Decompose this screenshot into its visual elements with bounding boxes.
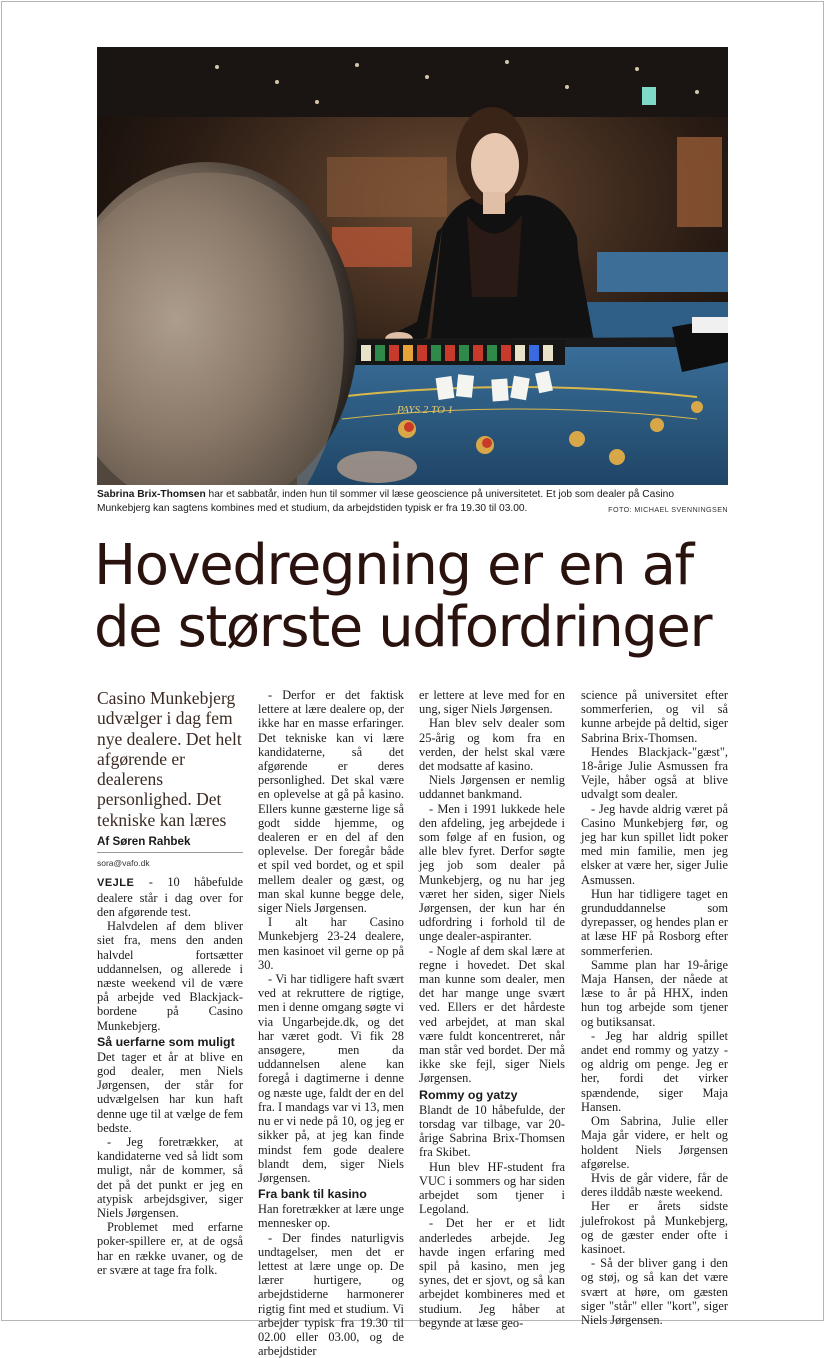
paragraph: er lettere at leve med for en ung, siger Niels Jørgensen. bbox=[419, 688, 565, 717]
paragraph: Samme plan har 19-årige Maja Hansen, der nåede at læse to år på HHX, inden hun tog arbejde som tjener og butiksansat. bbox=[581, 957, 728, 1029]
dateline: VEJLE bbox=[97, 877, 135, 890]
paragraph: Hvis de går videre, får de deres ilddåb næste weekend. bbox=[581, 1170, 728, 1200]
table-print: PAYS 2 TO 1 bbox=[397, 404, 454, 416]
paragraph: Hun har tidligere taget en grunduddannelse som dyrepasser, og hendes plan er at læse HF på Rosborg efter sommerferien. bbox=[581, 886, 728, 958]
paragraph: - Jeg havde aldrig været på Casino Munkebjerg før, og jeg har kun spillet lidt poker med min familie, men jeg elsker at være her, siger Julie Asmussen. bbox=[581, 801, 728, 887]
paragraph: - Vi har tidligere haft svært ved at rekruttere de rigtige, men i denne omgang søgte vi via Ungarbejde.dk, og det har været godt. Vi fik 28 ansøgere, men da uddannelsen alene kan foregå i dagtimerne i denne og næste uge, faldt der en del fra. I mandags var vi 13, men nu er vi nede på 10, og jeg er sikker på, at jeg kan finde mindst fem gode dealere blandt dem, siger Niels Jørgensen. bbox=[258, 972, 404, 1185]
paragraph: Halvdelen af dem bliver siet fra, mens den anden halvdel fortsætter uddannelsen, og allerede i næste weekend vil de være på arbejde ved Blackjack-bordene på Casino Munkebjerg. bbox=[97, 919, 243, 1033]
paragraph: Han blev selv dealer som 25-årig og kom fra en verden, der helst skal være det modsatte af kasino. bbox=[419, 716, 565, 774]
article-headline: Hovedregning er en af de største udfordringer bbox=[94, 533, 712, 660]
photo-caption bbox=[97, 488, 728, 517]
paragraph: - Jeg foretrækker, at kandidaterne ved så lidt som muligt, når de kommer, så det på det punkt er jeg en atypisk arbejdsgiver, siger Niels Jørgensen. bbox=[97, 1134, 243, 1220]
paragraph: I alt har Casino Munkebjerg 23-24 dealere, men kasinoet vil gerne op på 30. bbox=[258, 915, 404, 972]
paragraph: - Jeg har aldrig spillet andet end rommy og yatzy - og aldrig om penge. Jeg er her, fordi det virker spændende, siger Maja Hansen. bbox=[581, 1028, 728, 1114]
author-email[interactable]: sora@vafo.dk bbox=[97, 858, 150, 869]
paragraph: - Derfor er det faktisk lettere at lære dealere op, der ikke har en masse erfaringer. Det tekniske kan vi lære kandidaterne, så det afgørende er deres personlighed. Det skal være en oplevelse at gå på kasino. Ellers kunne gæsterne lige så godt sidde hjemme, og dealeren er en del af den oplevelse. Der foregår både et spil ved bordet, og et spil mellem dealer og gæst, og man skal kunne begge dele, siger Niels Jørgensen. bbox=[258, 688, 404, 916]
column-4 bbox=[581, 688, 728, 1327]
subheading: Så uerfarne som muligt bbox=[97, 1034, 235, 1049]
paragraph: Han foretrækker at lære unge mennesker op. bbox=[258, 1202, 404, 1231]
caption-text: har et sabbatår, inden hun til sommer vil læse geoscience på universitetet. Et job som dealer på Casino Munkebjerg kan sagtens kombines med et studium, da arbejdstiden typisk er fra 19.30 til 03.00. bbox=[97, 489, 675, 514]
paragraph: - Men i 1991 lukkede hele den afdeling, jeg arbejdede i som følge af en fusion, og alle blev fyret. Derfor søgte jeg job som dealer på Munkebjerg, og nu har jeg været her siden, siger Niels Jørgensen, der kun har én udfordring i forhold til de unge dealer-aspiranter. bbox=[419, 801, 565, 944]
paragraph: Hun blev HF-student fra VUC i sommers og har siden arbejdet som tjener i Legoland. bbox=[419, 1159, 565, 1217]
paragraph: - Der findes naturligvis undtagelser, men det er lettest at lære unge op. De lærer hurtigere, og arbejdstiderne harmonerer rigtig fint med et studium. Vi arbejder typisk fra 19.30 til 02.00 eller 03.00, og de arbejdstider bbox=[258, 1230, 404, 1358]
column-3 bbox=[419, 688, 565, 1330]
paragraph: Niels Jørgensen er nemlig uddannet bankmand. bbox=[419, 773, 565, 802]
paragraph: Her er årets sidste julefrokost på Munkebjerg, og de gæster ender ofte i kasinoet. bbox=[581, 1199, 728, 1256]
paragraph: Det tager et år at blive en god dealer, men Niels Jørgensen, der står for udvælgelsen har kun haft denne uge til at vælge de fem bedste. bbox=[97, 1049, 243, 1135]
paragraph: VEJLE - 10 håbefulde dealere står i dag over for den afgørende test. bbox=[97, 875, 243, 919]
column-2 bbox=[258, 688, 404, 1358]
paragraph: Problemet med erfarne poker-spillere er, at de også har en række uvaner, og de er svære at tage fra folk. bbox=[97, 1220, 243, 1277]
paragraph: - Så der bliver gang i den og støj, og så kan det være svært at høre, om gæsten siger "står" eller "kort", siger Niels Jørgensen. bbox=[581, 1256, 728, 1327]
subheading: Fra bank til kasino bbox=[258, 1187, 367, 1202]
casino-photo-illustration bbox=[97, 47, 728, 485]
article-photo bbox=[97, 47, 728, 485]
paragraph: - Det her er et lidt anderledes arbejde. Jeg havde ingen erfaring med spil på kasino, men jeg synes, det er sjovt, og så kan arbejdet kombineres med et studium. Jeg håber at begynde at læse geo- bbox=[419, 1216, 565, 1330]
paragraph: - Nogle af dem skal lære at regne i hovedet. Det skal man kunne som dealer, men det har mange unge svært ved. Ellers er det hårdeste ved arbejdet, at man skal være fuldt koncentreret, når man står ved bordet. Der må ikke ske fejl, siger Niels Jørgensen. bbox=[419, 943, 565, 1086]
subheading: Rommy og yatzy bbox=[419, 1087, 518, 1102]
paragraph: Om Sabrina, Julie eller Maja går videre, er helt og holdent Niels Jørgensen afgørelse. bbox=[581, 1114, 728, 1171]
byline: Af Søren Rahbek bbox=[97, 835, 243, 853]
article-intro: Casino Munkebjerg udvælger i dag fem nye dealere. Det helt afgørende er dealerens personlighed. Det tekniske kan læres bbox=[97, 688, 242, 830]
paragraph: Blandt de 10 håbefulde, der torsdag var tilbage, var 20-årige Sabrina Brix-Thomsen fra Skibet. bbox=[419, 1102, 565, 1160]
paragraph: Hendes Blackjack-"gæst", 18-årige Julie Asmussen fra Vejle, håber også at blive udvalgt som dealer. bbox=[581, 744, 728, 802]
paragraph: science på universitet efter sommerferien, og vil så kunne arbejde på deltid, siger Sabrina Brix-Thomsen. bbox=[581, 688, 728, 745]
column-1 bbox=[97, 688, 243, 1277]
photo-credit: FOTO: MICHAEL SVENNINGSEN bbox=[608, 505, 728, 514]
caption-name: Sabrina Brix-Thomsen bbox=[97, 489, 206, 500]
